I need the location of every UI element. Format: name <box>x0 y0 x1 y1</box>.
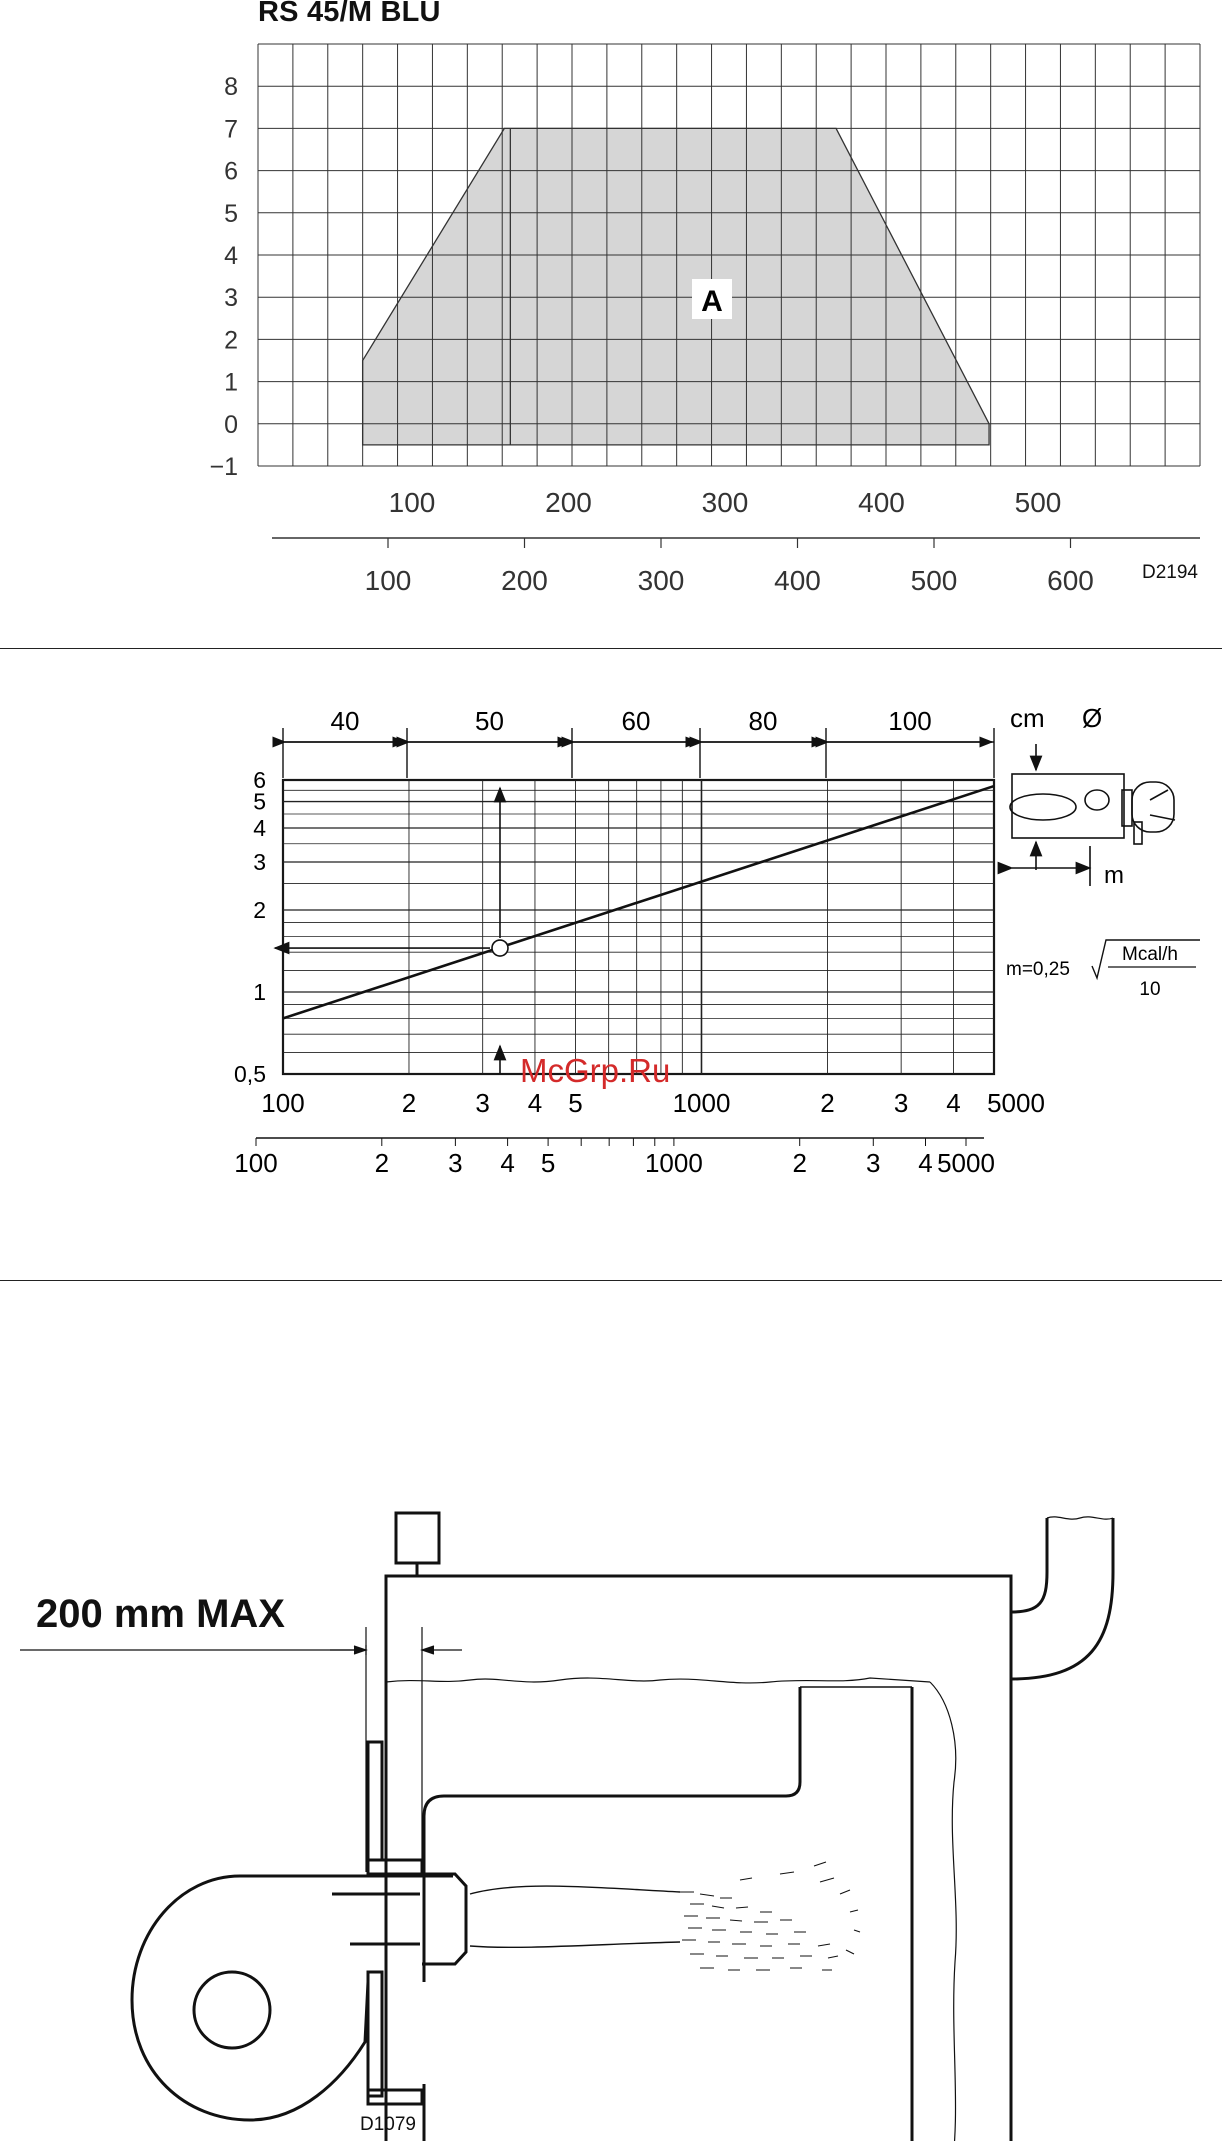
flame-dimension-chart <box>0 650 1222 1280</box>
x-tick-label: 2 <box>820 1088 835 1118</box>
region-label: A <box>701 285 723 318</box>
y-tick-label: 4 <box>224 242 238 270</box>
y-tick-label: 5 <box>253 788 266 815</box>
flame-dashes <box>680 1862 860 1970</box>
x-tick-label: 100 <box>261 1088 305 1118</box>
band-label: 40 <box>330 706 360 736</box>
y-tick-label: −1 <box>209 453 238 481</box>
operating-range-chart <box>0 0 1222 640</box>
boiler-body <box>386 1576 1011 2141</box>
x-tick-label: 200 <box>545 487 592 518</box>
x-tick-label: 100 <box>388 487 436 518</box>
x-tick-label: 4 <box>946 1088 961 1118</box>
secondary-tick-label: 200 <box>501 565 548 596</box>
x-tick-label: 500 <box>1014 487 1062 518</box>
marker-point <box>492 940 508 956</box>
water-side <box>930 1682 1011 2141</box>
divider-1 <box>0 648 1222 649</box>
secondary-tick-label: 500 <box>910 565 958 596</box>
y-tick-label: 3 <box>224 284 238 313</box>
secondary-tick-label: 3 <box>866 1148 881 1178</box>
y-tick-label: 6 <box>224 157 238 186</box>
secondary-tick-label: 100 <box>364 565 412 596</box>
max-distance-label: 200 mm MAX <box>36 1592 285 1636</box>
band-label: 100 <box>888 706 932 736</box>
operating-region <box>363 128 989 445</box>
secondary-tick-label: 100 <box>234 1148 278 1178</box>
flue-pipe <box>1011 1518 1113 1679</box>
fan-inlet <box>194 1972 270 2048</box>
secondary-tick-label: 600 <box>1047 565 1094 596</box>
figure-code-boiler: D1079 <box>360 2114 416 2135</box>
y-tick-label: 2 <box>253 896 266 923</box>
y-tick-label: 4 <box>253 814 266 841</box>
figure-flame-chart <box>0 650 1222 1280</box>
furnace <box>424 1687 912 2141</box>
x-tick-label: 1000 <box>672 1088 731 1118</box>
y-tick-label: 1 <box>253 978 266 1005</box>
water-line-top <box>386 1678 930 1683</box>
secondary-tick-label: 1000 <box>644 1148 703 1178</box>
x-tick-label: 5 <box>568 1088 583 1118</box>
y-tick-label: 0 <box>224 410 238 439</box>
y-tick-label: 3 <box>253 849 266 876</box>
fan-housing <box>132 1876 453 2120</box>
boiler-diagram <box>0 1282 1222 2141</box>
burner-flange <box>368 1742 382 1860</box>
secondary-tick-label: 5 <box>540 1148 556 1178</box>
figure-boiler <box>0 1282 1222 2141</box>
burner-m-label: m <box>1104 862 1124 889</box>
dimension-200mm <box>20 1627 462 1872</box>
burner-sketch <box>1010 744 1175 886</box>
y-tick-label: 8 <box>224 73 238 102</box>
series-line <box>283 786 994 1018</box>
y-tick-label: 6 <box>253 767 266 793</box>
secondary-tick-label: 5000 <box>937 1148 995 1178</box>
secondary-tick-label: 4 <box>500 1148 515 1178</box>
y-tick-label: 7 <box>224 115 238 144</box>
chart-frame <box>283 780 994 1074</box>
secondary-tick-label: 400 <box>774 565 821 596</box>
x-tick-label: 3 <box>893 1088 909 1118</box>
figure-operating-range <box>0 0 1222 640</box>
flame <box>470 1886 680 1947</box>
x-tick-label: 3 <box>475 1088 490 1118</box>
formula-denominator: 10 <box>1139 979 1161 1000</box>
y-tick-label: 5 <box>224 199 238 228</box>
unit-diameter: Ø <box>1082 703 1103 733</box>
y-tick-label: 0,5 <box>234 1061 266 1087</box>
x-tick-label: 400 <box>858 487 905 518</box>
chart-title: RS 45/M BLU <box>258 0 441 28</box>
formula-numerator: Mcal/h <box>1122 944 1178 965</box>
formula-prefix: m=0,25 <box>1006 959 1070 980</box>
x-tick-label: 2 <box>401 1088 417 1118</box>
x-tick-label: 5000 <box>987 1088 1045 1118</box>
watermark: McGrp.Ru <box>520 1052 671 1089</box>
unit-cm: cm <box>1010 703 1045 733</box>
figure-code: D2194 <box>1142 562 1198 583</box>
secondary-tick-label: 2 <box>792 1148 807 1178</box>
secondary-tick-label: 4 <box>918 1148 933 1178</box>
y-tick-label: 1 <box>224 368 238 397</box>
band-label: 60 <box>621 706 651 736</box>
y-tick-label: 2 <box>224 326 238 355</box>
band-label: 80 <box>748 706 778 736</box>
secondary-tick-label: 300 <box>637 565 685 596</box>
top-box <box>396 1513 439 1563</box>
blast-tube <box>422 1874 466 1964</box>
divider-2 <box>0 1280 1222 1281</box>
x-tick-label: 300 <box>701 487 749 518</box>
secondary-tick-label: 2 <box>374 1148 390 1178</box>
x-tick-label: 4 <box>527 1088 543 1118</box>
secondary-tick-label: 3 <box>448 1148 463 1178</box>
band-label: 50 <box>475 706 504 736</box>
